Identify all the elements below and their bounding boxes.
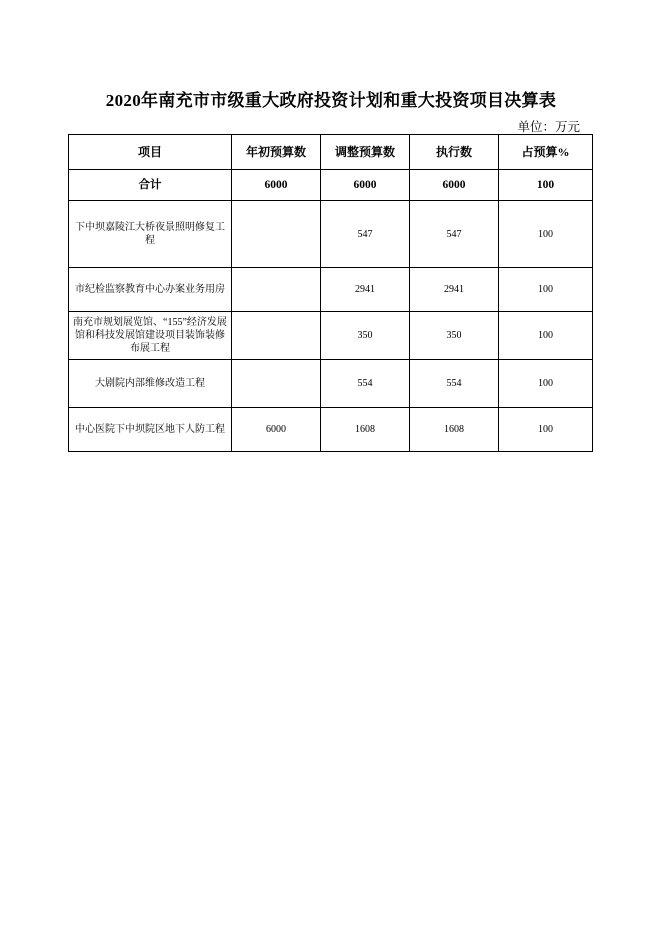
- unit-label: 单位：万元: [517, 120, 580, 134]
- project-name: 下中坝嘉陵江大桥夜景照明修复工程: [69, 201, 232, 268]
- executed-amount: 350: [410, 312, 499, 360]
- column-header-percent: 占预算%: [499, 135, 593, 170]
- table-row: [69, 408, 593, 452]
- total-executed: 6000: [410, 170, 499, 201]
- project-name: 市纪检监察教育中心办案业务用房: [69, 268, 232, 312]
- percent-of-budget: 100: [499, 408, 593, 452]
- executed-amount: 554: [410, 360, 499, 408]
- adjusted-budget: 350: [321, 312, 410, 360]
- total-initial: 6000: [232, 170, 321, 201]
- initial-budget: [232, 312, 321, 360]
- initial-budget: [232, 268, 321, 312]
- total-row: [69, 170, 593, 201]
- total-adjusted: 6000: [321, 170, 410, 201]
- total-label: 合计: [69, 170, 232, 201]
- column-header-adjusted-budget: 调整预算数: [321, 135, 410, 170]
- header-row: [69, 135, 593, 170]
- adjusted-budget: 2941: [321, 268, 410, 312]
- executed-amount: 2941: [410, 268, 499, 312]
- percent-of-budget: 100: [499, 312, 593, 360]
- executed-amount: 547: [410, 201, 499, 268]
- initial-budget: [232, 360, 321, 408]
- initial-budget: 6000: [232, 408, 321, 452]
- budget-table: [68, 134, 593, 452]
- percent-of-budget: 100: [499, 268, 593, 312]
- page-title: 2020年南充市市级重大政府投资计划和重大投资项目决算表: [105, 91, 557, 110]
- adjusted-budget: 547: [321, 201, 410, 268]
- table-row: [69, 268, 593, 312]
- adjusted-budget: 1608: [321, 408, 410, 452]
- percent-of-budget: 100: [499, 360, 593, 408]
- column-header-initial-budget: 年初预算数: [232, 135, 321, 170]
- project-name: 南充市规划展览馆、“155”经济发展馆和科技发展馆建设项目装饰装修布展工程: [69, 312, 232, 360]
- column-header-executed: 执行数: [410, 135, 499, 170]
- project-name: 大剧院内部维修改造工程: [69, 360, 232, 408]
- table-row: [69, 201, 593, 268]
- table-row: [69, 312, 593, 360]
- executed-amount: 1608: [410, 408, 499, 452]
- adjusted-budget: 554: [321, 360, 410, 408]
- table-row: [69, 360, 593, 408]
- percent-of-budget: 100: [499, 201, 593, 268]
- project-name: 中心医院下中坝院区地下人防工程: [69, 408, 232, 452]
- initial-budget: [232, 201, 321, 268]
- column-header-project: 项目: [69, 135, 232, 170]
- total-percent: 100: [499, 170, 593, 201]
